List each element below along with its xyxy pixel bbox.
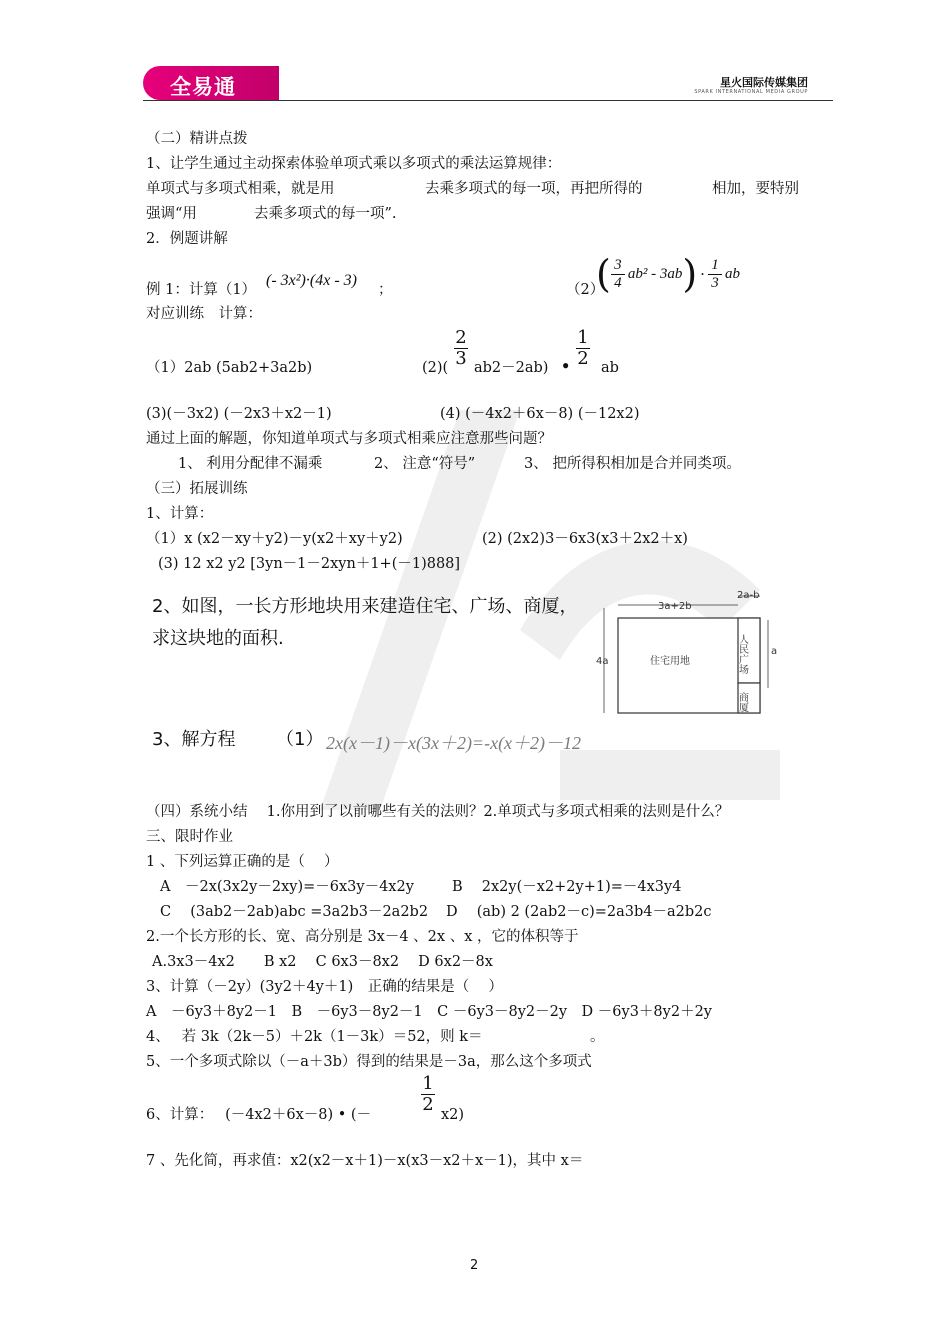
separator: ； <box>378 282 393 298</box>
text-line: 2．例题讲解 <box>146 231 228 247</box>
text-line: 2、 注意“符号” <box>374 456 476 472</box>
multiply-dot: • <box>561 358 571 375</box>
problem: (4) (－4x2＋6x－8) (－12x2) <box>440 406 640 422</box>
problem-label: (2)( <box>422 360 449 376</box>
land-plot-diagram <box>596 588 786 718</box>
fraction-numerator: 3 <box>614 256 622 273</box>
fraction <box>576 328 590 369</box>
section-heading: （四）系统小结 1.你用到了以前哪些有关的法则？2.单项式与多项式相乘的法则是什么？ <box>146 804 730 820</box>
problem: (2) (2x2)3－6x3(x3＋2x2＋x) <box>482 531 688 547</box>
text-line: 对应训练 计算： <box>146 306 262 322</box>
logo-text: 全易通 <box>170 75 236 99</box>
brand-name: 星火国际传媒集团 <box>720 76 808 89</box>
fraction <box>708 257 722 292</box>
math-expression <box>596 252 740 296</box>
example-label: （2） <box>566 282 605 298</box>
fraction-numerator: 2 <box>455 327 467 348</box>
label-housing: 住宅用地 <box>650 656 690 667</box>
label-square: 人民广场 <box>736 634 748 674</box>
option: C (3ab2－2ab)abc =3a2b3－2a2b2 <box>160 904 429 920</box>
options: A －6y3＋8y2－1 B －6y3－8y2－1 C －6y3－8y2－2y D －6y3＋8y2＋2y <box>146 1004 712 1020</box>
text-line: 1、 利用分配律不漏乘 <box>178 456 323 472</box>
text-line: 单项式与多项式相乘，就是用 <box>146 181 335 197</box>
left-paren: ( <box>596 252 611 296</box>
question: x2) <box>441 1107 465 1123</box>
question: 3、计算（－2y）(3y2＋4y＋1) 正确的结果是（ ） <box>146 979 503 995</box>
fraction-denominator: 3 <box>455 348 467 369</box>
option: A －2x(3x2y－2xy)=－6x3y－4x2y <box>160 879 414 895</box>
question-end: 。 <box>590 1029 605 1045</box>
problem: ab <box>601 360 619 376</box>
problem: (3) 12 x2 y2 [3yn－1－2xyn＋1+(－1)888] <box>158 556 461 572</box>
question: 4、 若 3k（2k－5）＋2k（1－3k）＝52，则 k＝ <box>146 1029 483 1045</box>
fraction <box>611 257 625 292</box>
label-top-left: 3a+2b <box>658 601 692 612</box>
right-paren: ) <box>682 252 698 296</box>
text-line: 1、让学生通过主动探索体验单项式乘以多项式的乘法运算规律： <box>146 156 562 172</box>
equation: 2x(x－1)－x(3x＋2)=-x(x＋2)－12 <box>326 733 582 753</box>
problem-label: （1） <box>276 729 324 750</box>
text-line: 去乘多项式的每一项，再把所得的 <box>425 181 643 197</box>
expression-term: ab <box>724 265 740 282</box>
expression-term: ab² - 3ab <box>627 265 683 282</box>
text-line: 相加，要特别 <box>712 181 799 197</box>
fraction-denominator: 3 <box>711 274 719 291</box>
text-line: 通过上面的解题，你知道单项式与多项式相乘应注意那些问题？ <box>146 431 552 447</box>
question: 2.一个长方形的长、宽、高分别是 3x－4 、2x 、x ，它的体积等于 <box>146 929 579 945</box>
text-line: 去乘多项式的每一项”. <box>254 206 397 222</box>
label-left: 4a <box>596 656 609 667</box>
option: B 2x2y(－x2+2y+1)=－4x3y4 <box>452 879 682 895</box>
problem: （1）2ab (5ab2+3a2b) <box>146 360 313 376</box>
fraction-denominator: 2 <box>422 1094 434 1115</box>
options: A.3x3－4x2 B x2 C 6x3－8x2 D 6x2－8x <box>152 954 493 970</box>
problem: 2、如图，一长方形地块用来建造住宅、广场、商厦， <box>152 596 578 617</box>
section-heading: （二）精讲点拨 <box>146 131 248 147</box>
section-heading: （三）拓展训练 <box>146 481 248 497</box>
problem: 求这块地的面积. <box>152 628 284 649</box>
fraction <box>454 328 468 369</box>
question: 6、计算： (－4x2＋6x－8) • (－ <box>146 1107 372 1123</box>
math-expression: (- 3x²)·(4x - 3) <box>266 272 357 289</box>
question: 7 、先化简，再求值：x2(x2－x＋1)－x(x3－x2＋x－1)，其中 x＝ <box>146 1153 584 1169</box>
text-line: 强调“用 <box>146 206 197 222</box>
question: 1 、下列运算正确的是（ ） <box>146 854 339 870</box>
fraction-denominator: 4 <box>614 274 622 291</box>
problem: 3、解方程 <box>152 729 236 750</box>
label-mall: 商厦 <box>736 692 748 712</box>
problem: （1）x (x2－xy＋y2)－y(x2＋xy＋y2) <box>146 531 403 547</box>
problem: ab2－2ab) <box>474 360 549 376</box>
problem: (3)(－3x2) (－2x3＋x2－1) <box>146 406 332 422</box>
multiply-dot: · <box>700 265 705 283</box>
label-right: a <box>771 646 778 657</box>
fraction <box>421 1074 435 1115</box>
label-top-right: 2a-b <box>737 590 760 601</box>
header-divider <box>143 100 833 101</box>
text-line: 1、计算： <box>146 506 214 522</box>
option: D (ab) 2 (2ab2－c)=2a3b4－a2b2c <box>446 904 712 920</box>
section-heading: 三、限时作业 <box>146 829 233 845</box>
brand-name-english: SPARK INTERNATIONAL MEDIA GROUP <box>694 89 808 95</box>
question: 5、一个多项式除以（－a＋3b）得到的结果是－3a，那么这个多项式 <box>146 1054 592 1070</box>
page-number: 2 <box>470 1258 479 1273</box>
fraction-numerator: 1 <box>422 1073 434 1094</box>
fraction-numerator: 1 <box>577 327 589 348</box>
text-line: 3、 把所得积相加是合并同类项。 <box>524 456 741 472</box>
fraction-denominator: 2 <box>577 348 589 369</box>
fraction-numerator: 1 <box>711 256 719 273</box>
example-label: 例 1：计算（1） <box>146 282 257 298</box>
